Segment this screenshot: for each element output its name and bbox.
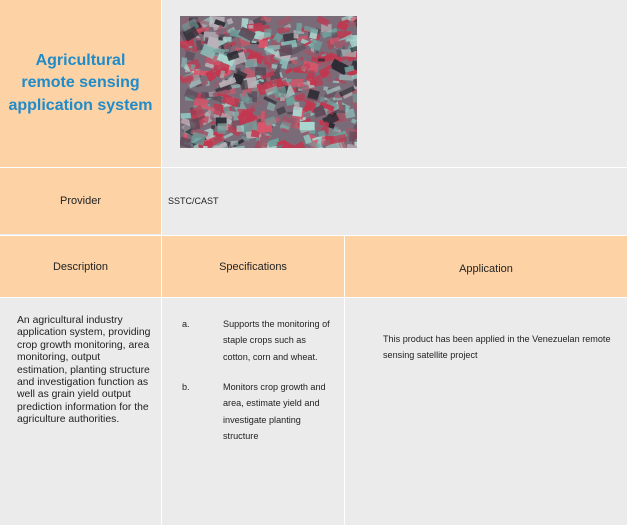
title-cell — [0, 0, 161, 167]
column-divider — [161, 0, 162, 525]
satellite-image — [180, 16, 357, 148]
field-patch — [261, 111, 265, 122]
field-patch — [213, 49, 229, 53]
field-patch — [339, 74, 354, 80]
field-patch — [294, 102, 300, 110]
row-divider — [0, 167, 627, 168]
provider-value: SSTC/CAST — [168, 196, 219, 206]
field-patch — [278, 44, 293, 56]
field-patch — [268, 45, 280, 50]
spec-marker: b. — [182, 382, 190, 392]
field-patch — [318, 58, 325, 61]
field-patch — [203, 146, 208, 148]
field-patch — [264, 29, 272, 38]
field-patch — [291, 79, 304, 87]
field-patch — [236, 125, 244, 131]
field-patch — [231, 141, 239, 146]
application-header — [345, 236, 627, 297]
application-text: This product has been applied in the Venezuelan remote sensing satellite project — [383, 334, 611, 360]
provider-label: Provider — [60, 195, 101, 207]
description-header — [0, 236, 161, 297]
field-patch — [310, 80, 317, 86]
field-patch — [245, 58, 258, 68]
column-divider — [344, 236, 345, 525]
field-patch — [248, 25, 253, 29]
provider-label-cell — [0, 168, 161, 234]
field-patch — [320, 120, 324, 125]
spec-text: Monitors crop growth and area, estimate yield and investigate planting structure — [223, 382, 326, 442]
row-divider — [0, 235, 627, 236]
row-divider — [0, 297, 627, 298]
field-patch — [181, 57, 187, 67]
field-patch — [273, 86, 287, 98]
description-text: An agricultural industry application system, providing crop growth monitoring, area monitoring, output estimation, planting structure and investigation function as well as grain yield output prediction information for the agriculture authorities. — [17, 315, 151, 426]
application-body — [345, 298, 627, 525]
field-patch — [218, 37, 222, 40]
description-header-label: Description — [52, 260, 109, 273]
spec-marker: a. — [182, 319, 190, 329]
field-patch — [333, 81, 339, 84]
field-patch — [349, 132, 357, 142]
field-patch — [255, 67, 266, 76]
field-patch — [181, 113, 191, 119]
provider-value-cell — [162, 168, 627, 234]
field-patch — [189, 118, 200, 130]
field-patch — [224, 36, 231, 41]
field-patch — [217, 128, 225, 134]
page-title: Agricultural remote sensing application system — [8, 51, 153, 114]
specifications-body — [162, 298, 344, 525]
image-cell — [162, 0, 627, 167]
specifications-header — [162, 236, 344, 297]
field-patch — [251, 41, 256, 44]
spec-text: Supports the monitoring of staple crops such as cotton, corn and wheat. — [223, 319, 330, 362]
application-header-label: Application — [459, 262, 513, 275]
description-body — [0, 298, 161, 525]
specifications-header-label: Specifications — [219, 260, 287, 273]
